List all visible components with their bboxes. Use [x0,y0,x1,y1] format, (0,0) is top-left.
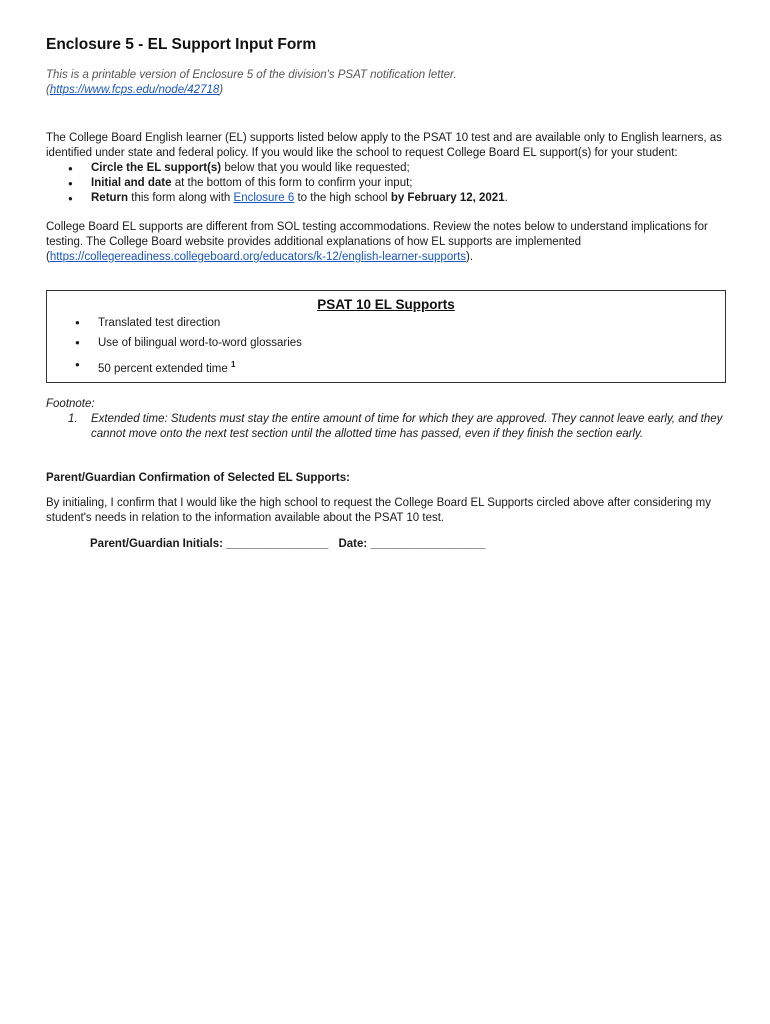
support-item[interactable] [75,355,302,375]
intro-paren-open: ( [46,84,50,96]
footnote-label: Footnote: [46,398,95,410]
sol-paragraph [46,220,726,265]
footnote-text: Extended time: Students must stay the entire amount of time for which they are approved. They cannot leave early, and they cannot move onto the next test section until the allotted time has passed, even if they finish the section early. [91,413,723,440]
intro-paren-close: ) [219,84,224,96]
list-item [68,161,726,176]
signature-line [46,538,726,550]
list-item [68,191,726,206]
document-page [46,36,726,550]
intro-note [46,68,726,98]
step-text: to the high school [294,192,391,204]
step-bold: Return [91,192,129,204]
support-item[interactable] [75,333,302,353]
sol-text: College Board EL supports are different from SOL testing accommodations. Review the notes below to understand implications for testing. The College Board website provides additional explanations of how EL supports are implemented ( [46,221,708,263]
supports-list [75,313,302,375]
deadline-text: by February 12, 2021 [390,192,505,204]
collegeboard-link[interactable]: https://collegereadiness.collegeboard.org/educators/k-12/english-learner-supports [49,251,466,263]
footnote-item [46,412,726,442]
footnote-number: 1. [68,413,78,425]
support-label: Translated test direction [98,317,221,329]
support-label: Use of bilingual word-to-word glossaries [98,337,302,349]
supports-box-title: PSAT 10 EL Supports [317,297,455,312]
enclosure-6-link[interactable]: Enclosure 6 [233,192,295,204]
initials-field[interactable]: Parent/Guardian Initials: ________________ [90,538,329,550]
date-field[interactable]: Date: __________________ [338,538,486,550]
el-supports-paragraph: The College Board English learner (EL) supports listed below apply to the PSAT 10 test and are available only to English learners, as identified under state and federal policy. If you would like the school to request College Board EL support(s) for your student: [46,132,722,159]
step-text: below that you would like requested; [221,162,410,174]
page-title: Enclosure 5 - EL Support Input Form [46,36,317,53]
step-text: . [504,192,508,204]
confirmation-heading: Parent/Guardian Confirmation of Selected EL Supports: [46,472,350,484]
footnote-marker: 1 [230,360,236,369]
list-item [68,176,726,191]
support-item[interactable] [75,313,302,333]
step-bold: Initial and date [91,177,172,189]
step-bold: Circle the EL support(s) [91,162,222,174]
intro-line: This is a printable version of Enclosure 5 of the division's PSAT notification letter. [46,69,457,81]
step-text: this form along with [128,192,234,204]
sol-text-end: ). [466,251,474,263]
step-text: at the bottom of this form to confirm your input; [171,177,413,189]
support-label: 50 percent extended time [98,362,231,375]
fcps-node-link[interactable]: https://www.fcps.edu/node/42718 [49,84,220,96]
instructions-list [46,161,726,206]
supports-box [46,290,726,383]
confirmation-text: By initialing, I confirm that I would like the high school to request the College Board EL Supports circled above after considering my student's needs in relation to the information available about the PSAT 10 test. [46,497,712,524]
